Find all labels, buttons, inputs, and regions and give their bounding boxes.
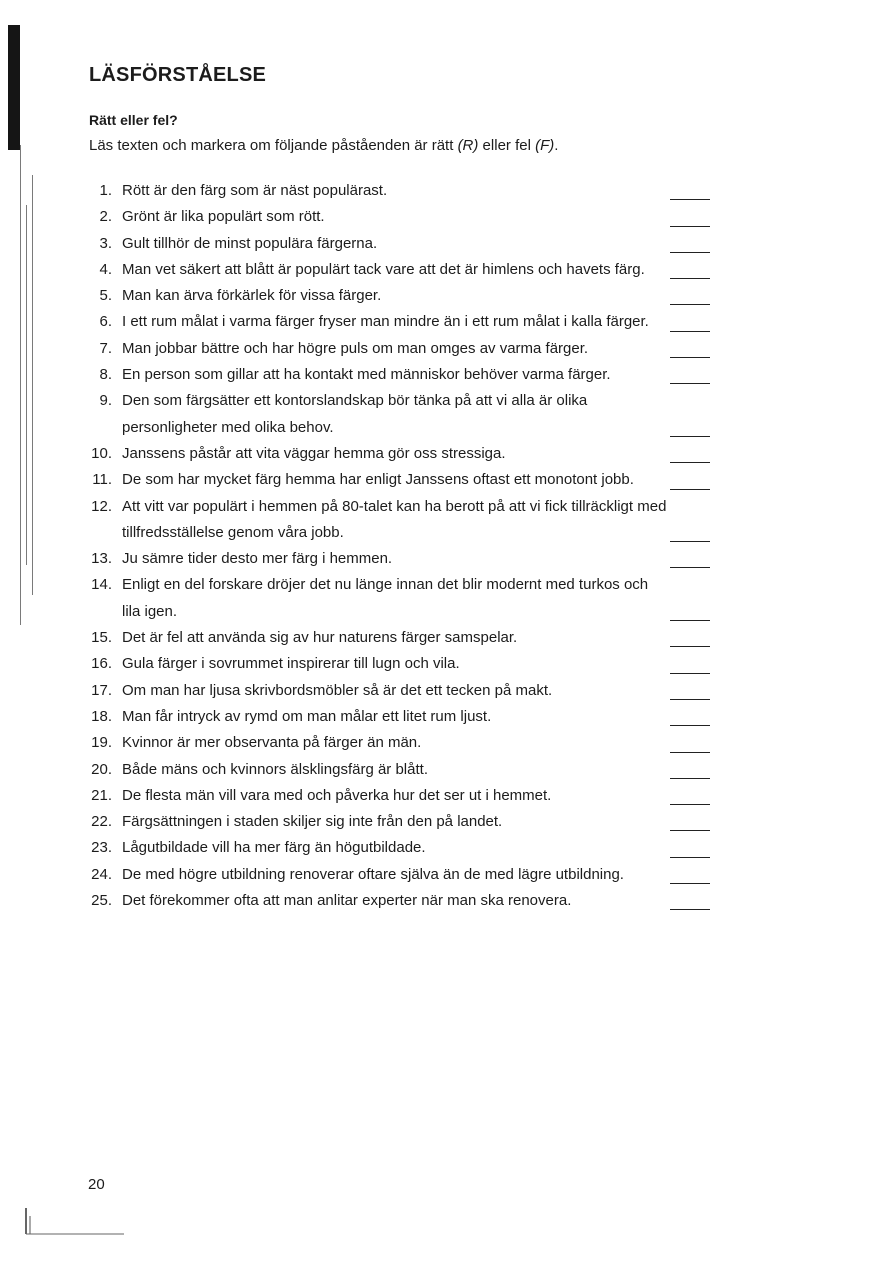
statement-number: 10. xyxy=(91,444,112,462)
answer-blank[interactable] xyxy=(670,646,710,647)
statement-text: Det förekommer ofta att man anlitar experter när man ska renovera. xyxy=(122,892,572,910)
statement-number: 22. xyxy=(91,813,112,831)
statement-item xyxy=(80,835,720,861)
statement-item xyxy=(80,362,720,388)
answer-blank[interactable] xyxy=(670,752,710,753)
instruction-text xyxy=(89,137,558,154)
statement-number: 2. xyxy=(99,208,112,226)
answer-blank[interactable] xyxy=(670,699,710,700)
binding-edge-mark xyxy=(0,25,36,625)
statement-item xyxy=(80,546,720,572)
statement-item xyxy=(80,862,720,888)
statement-text: Både mäns och kvinnors älsklingsfärg är blått. xyxy=(122,760,428,778)
statement-item xyxy=(80,231,720,257)
statement-text: I ett rum målat i varma färger fryser man mindre än i ett rum målat i kalla färger. xyxy=(122,313,649,331)
statement-text: Gult tillhör de minst populära färgerna. xyxy=(122,234,378,252)
statement-text: Man vet säkert att blått är populärt tack vare att det är himlens och havets färg. xyxy=(122,260,645,278)
answer-blank[interactable] xyxy=(670,462,710,463)
answer-blank[interactable] xyxy=(670,909,710,910)
instruction-tail: . xyxy=(554,137,559,154)
statement-number: 8. xyxy=(99,366,112,384)
answer-blank[interactable] xyxy=(670,331,710,332)
statement-text: En person som gillar att ha kontakt med människor behöver varma färger. xyxy=(122,366,611,384)
statement-item xyxy=(80,494,720,547)
statement-number: 21. xyxy=(91,786,112,804)
statement-number: 15. xyxy=(91,629,112,647)
answer-blank[interactable] xyxy=(670,383,710,384)
answer-blank[interactable] xyxy=(670,226,710,227)
statement-number: 13. xyxy=(91,550,112,568)
instruction-middle: eller fel xyxy=(478,137,536,154)
statement-text: Man jobbar bättre och har högre puls om man omges av varma färger. xyxy=(122,339,589,357)
statement-number: 19. xyxy=(91,734,112,752)
statement-item xyxy=(80,625,720,651)
statement-text: Rött är den färg som är näst populärast. xyxy=(122,182,388,199)
statement-item xyxy=(80,678,720,704)
statement-item xyxy=(80,704,720,730)
statement-number: 14. xyxy=(91,576,112,594)
statement-number: 12. xyxy=(91,497,112,515)
statement-number: 9. xyxy=(99,392,112,410)
statement-text: De flesta män vill vara med och påverka hur det ser ut i hemmet. xyxy=(122,786,552,804)
statement-text: Gula färger i sovrummet inspirerar till lugn och vila. xyxy=(122,655,460,673)
statement-text: Man får intryck av rymd om man målar ett litet rum ljust. xyxy=(122,707,492,725)
statement-item xyxy=(80,809,720,835)
statement-item xyxy=(80,388,720,441)
statement-text: Enligt en del forskare dröjer det nu länge innan det blir modernt med turkos och lila igen. xyxy=(122,576,649,620)
statement-text: Att vitt var populärt i hemmen på 80-talet kan ha berott på att vi fick tillräckligt med tillfredsställelse genom våra jobb. xyxy=(122,497,667,541)
answer-blank[interactable] xyxy=(670,567,710,568)
statement-item xyxy=(80,651,720,677)
statement-number: 4. xyxy=(99,260,112,278)
instruction-lead: Läs texten och markera om följande påståenden är rätt xyxy=(89,137,458,154)
answer-blank[interactable] xyxy=(670,278,710,279)
answer-blank[interactable] xyxy=(670,489,710,490)
statement-item xyxy=(80,336,720,362)
statement-text: Janssens påstår att vita väggar hemma gör oss stressiga. xyxy=(122,444,506,462)
answer-blank[interactable] xyxy=(670,857,710,858)
answer-blank[interactable] xyxy=(670,883,710,884)
page-title: LÄSFÖRSTÅELSE xyxy=(89,64,267,86)
answer-blank[interactable] xyxy=(670,304,710,305)
corner-crop-mark xyxy=(24,1208,124,1238)
answer-blank[interactable] xyxy=(670,199,710,200)
statement-list xyxy=(80,178,720,914)
wrong-mark: (F) xyxy=(535,137,555,154)
statement-text: Den som färgsätter ett kontorslandskap bör tänka på att vi alla är olika personligheter med olika behov. xyxy=(122,392,588,436)
statement-item xyxy=(80,441,720,467)
statement-item xyxy=(80,309,720,335)
statement-number: 6. xyxy=(99,313,112,331)
statement-number: 5. xyxy=(99,287,112,305)
statement-item xyxy=(80,888,720,914)
answer-blank[interactable] xyxy=(670,357,710,358)
statement-text: De som har mycket färg hemma har enligt Janssens oftast ett monotont jobb. xyxy=(122,471,634,489)
right-mark: (R) xyxy=(457,137,479,154)
answer-blank[interactable] xyxy=(670,830,710,831)
answer-blank[interactable] xyxy=(670,252,710,253)
statement-item xyxy=(80,757,720,783)
statement-text: Om man har ljusa skrivbordsmöbler så är det ett tecken på makt. xyxy=(122,681,553,699)
statement-item xyxy=(80,178,720,204)
statement-text: Grönt är lika populärt som rött. xyxy=(122,208,325,226)
answer-blank[interactable] xyxy=(670,725,710,726)
statement-number: 24. xyxy=(91,865,112,883)
statement-text: Ju sämre tider desto mer färg i hemmen. xyxy=(122,550,393,568)
statement-text: Man kan ärva förkärlek för vissa färger. xyxy=(122,287,382,305)
statement-item xyxy=(80,730,720,756)
statement-number: 20. xyxy=(91,760,112,778)
statement-number: 18. xyxy=(91,707,112,725)
statement-item xyxy=(80,257,720,283)
statement-item xyxy=(80,783,720,809)
statement-item xyxy=(80,572,720,625)
answer-blank[interactable] xyxy=(670,541,710,542)
statement-item xyxy=(80,467,720,493)
statement-number: 3. xyxy=(99,234,112,252)
statement-text: Färgsättningen i staden skiljer sig inte från den på landet. xyxy=(122,813,503,831)
statement-text: Det är fel att använda sig av hur naturens färger samspelar. xyxy=(122,629,518,647)
statement-number: 1. xyxy=(99,182,112,199)
answer-blank[interactable] xyxy=(670,804,710,805)
statement-number: 17. xyxy=(91,681,112,699)
exercise-subtitle: Rätt eller fel? xyxy=(89,112,178,128)
statement-number: 16. xyxy=(91,655,112,673)
statement-number: 23. xyxy=(91,839,112,857)
statement-number: 25. xyxy=(91,892,112,910)
answer-blank[interactable] xyxy=(670,673,710,674)
statement-item xyxy=(80,283,720,309)
answer-blank[interactable] xyxy=(670,436,710,437)
statement-text: Kvinnor är mer observanta på färger än män. xyxy=(122,734,422,752)
statement-text: De med högre utbildning renoverar oftare själva än de med lägre utbildning. xyxy=(122,865,624,883)
answer-blank[interactable] xyxy=(670,620,710,621)
statement-number: 7. xyxy=(99,339,112,357)
statement-text: Lågutbildade vill ha mer färg än högutbildade. xyxy=(122,839,426,857)
page-number: 20 xyxy=(88,1176,105,1193)
statement-item xyxy=(80,204,720,230)
statement-number: 11. xyxy=(92,471,112,489)
answer-blank[interactable] xyxy=(670,778,710,779)
